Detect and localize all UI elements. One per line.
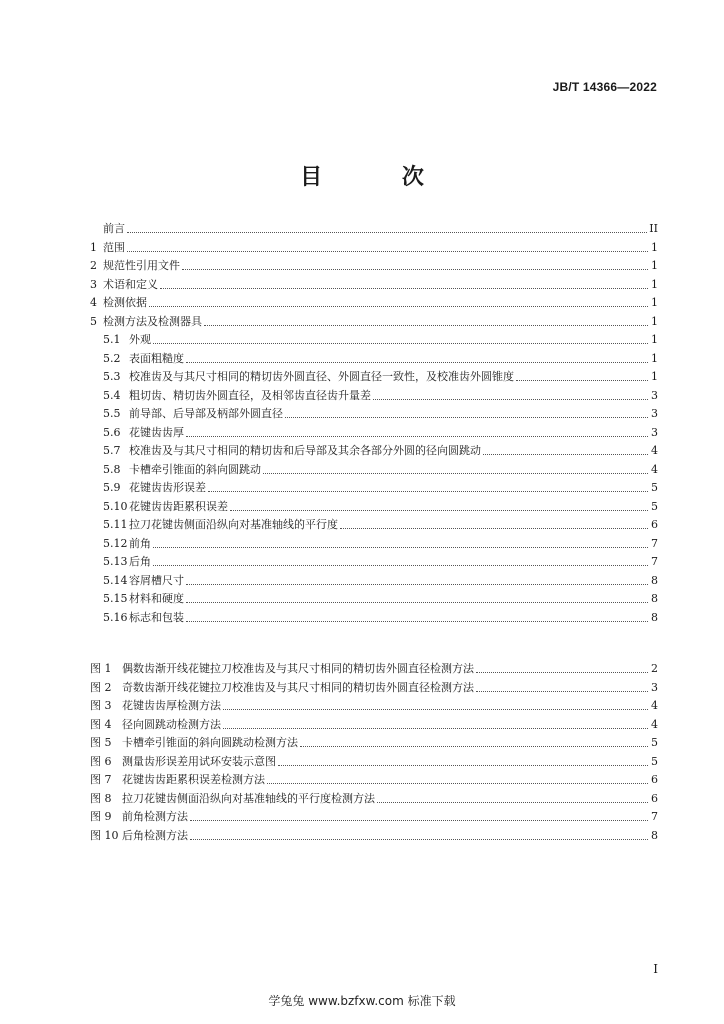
entry-number: 5.15 [103,592,128,605]
entry-title: 范围 [103,240,125,254]
dot-leader [267,782,648,784]
figure-entry[interactable] [90,808,658,827]
dot-leader [190,838,648,840]
toc-entry[interactable] [90,479,658,498]
dot-leader [263,472,648,474]
entry-page: 1 [651,296,658,309]
toc-entry[interactable] [90,387,658,406]
entry-title: 花键齿齿距累积误差检测方法 [122,773,265,786]
toc-entry[interactable] [90,424,658,443]
dot-leader [223,708,648,710]
entry-title: 拉刀花键齿侧面沿纵向对基准轴线的平行度检测方法 [122,791,375,805]
dot-leader [127,231,647,233]
entry-page: 1 [651,314,658,328]
entry-number: 图 6 [90,754,112,768]
dot-leader [153,564,648,566]
entry-number: 5.14 [103,573,128,587]
entry-page: 7 [651,555,658,568]
entry-number: 5.6 [103,425,121,439]
entry-number: 5.1 [103,333,121,346]
entry-number: 图 4 [90,717,112,731]
figure-entry[interactable] [90,827,658,846]
entry-title: 拉刀花键齿侧面沿纵向对基准轴线的平行度 [129,518,338,531]
figure-entry[interactable] [90,771,658,790]
entry-title: 前言 [103,222,125,235]
toc-entry[interactable] [90,590,658,609]
figure-entry[interactable] [90,734,658,753]
entry-title: 偶数齿渐开线花键拉刀校准齿及与其尺寸相同的精切齿外圆直径检测方法 [122,662,474,675]
entry-title: 前角 [129,536,151,550]
toc-entry[interactable] [90,368,658,387]
dot-leader [377,801,648,803]
entry-page: 8 [651,610,658,624]
entry-title: 前导部、后导部及柄部外圆直径 [129,407,283,420]
entry-number: 5.9 [103,481,121,494]
entry-title: 容屑槽尺寸 [129,573,184,587]
entry-title: 校准齿及与其尺寸相同的精切齿外圆直径、外圆直径一致性，及校准齿外圆锥度 [129,370,514,383]
entry-title: 花键齿齿厚检测方法 [122,699,221,712]
entry-page: 3 [651,388,658,402]
toc-entry[interactable] [90,257,658,276]
dot-leader [182,268,648,270]
entry-page: 6 [651,518,658,531]
entry-number: 5.10 [103,499,128,513]
entry-title: 卡槽牵引锥面的斜向圆跳动检测方法 [122,736,298,749]
entry-page: 8 [651,573,658,587]
entry-page: 5 [651,736,658,749]
toc-entry[interactable] [90,535,658,554]
entry-number: 图 3 [90,699,112,712]
dot-leader [223,727,648,729]
entry-number: 图 2 [90,680,112,694]
entry-page: 5 [651,754,658,768]
entry-page: 2 [651,662,658,675]
entry-page: 4 [651,444,658,457]
toc-entry[interactable] [90,516,658,535]
entry-number: 图 9 [90,810,112,823]
figure-entry[interactable] [90,679,658,698]
entry-number: 4 [90,296,97,309]
entry-number: 5.7 [103,444,121,457]
toc-entry[interactable] [90,498,658,517]
entry-page: 6 [651,773,658,786]
toc-entry[interactable] [90,405,658,424]
entry-page: 5 [651,481,658,494]
toc-entry[interactable] [90,239,658,258]
entry-number: 图 7 [90,773,112,786]
entry-number: 图 8 [90,791,112,805]
entry-page: 8 [651,828,658,842]
entry-page: 3 [651,680,658,694]
dot-leader [186,601,648,603]
entry-page: 5 [651,499,658,513]
entry-title: 花键齿齿厚 [129,425,184,439]
entry-title: 花键齿齿距累积误差 [129,499,228,513]
entry-title: 校准齿及与其尺寸相同的精切齿和后导部及其余各部分外圆的径向圆跳动 [129,444,481,457]
entry-page: 6 [651,791,658,805]
entry-title: 后角 [129,555,151,568]
toc-entry[interactable] [90,276,658,295]
entry-title: 径向圆跳动检测方法 [122,717,221,731]
toc-entry[interactable] [90,461,658,480]
dot-leader [476,690,648,692]
entry-title: 检测方法及检测器具 [103,314,202,328]
entry-number: 图 1 [90,662,112,675]
entry-page: 3 [651,407,658,420]
entry-title: 检测依据 [103,296,147,309]
dot-leader [190,819,648,821]
toc-entry[interactable] [90,609,658,628]
entry-title: 标志和包装 [129,610,184,624]
dot-leader [373,398,648,400]
entry-number: 1 [90,240,97,254]
toc-entry[interactable] [90,313,658,332]
entry-number: 5.16 [103,610,128,624]
entry-number: 5.3 [103,370,121,383]
entry-page: 7 [651,536,658,550]
dot-leader [186,435,648,437]
entry-title: 测量齿形误差用试环安装示意图 [122,754,276,768]
dot-leader [153,342,648,344]
entry-title: 后角检测方法 [122,828,188,842]
entry-page: 1 [651,370,658,383]
toc-entry[interactable] [90,294,658,313]
entry-number: 5.2 [103,351,121,365]
entry-page: II [649,222,658,235]
entry-page: 3 [651,425,658,439]
entry-number: 5.13 [103,555,128,568]
entry-title: 术语和定义 [103,277,158,291]
entry-page: 1 [651,351,658,365]
dot-leader [300,745,648,747]
entry-title: 花键齿齿形误差 [129,481,206,494]
page-title: 目 次 [300,165,460,190]
entry-page: 1 [651,277,658,291]
entry-number: 5.8 [103,462,121,476]
dot-leader [285,416,648,418]
dot-leader [153,546,648,548]
entry-number: 5 [90,314,97,328]
standard-number: JB/T 14366—2022 [552,80,657,94]
entry-title: 规范性引用文件 [103,259,180,272]
entry-number: 5.12 [103,536,128,550]
dot-leader [516,379,648,381]
figure-entry[interactable] [90,660,658,679]
entry-number: 图 5 [90,736,112,749]
entry-number: 图 10 [90,828,119,842]
toc-entry[interactable] [90,572,658,591]
entry-page: 4 [651,699,658,712]
dot-leader [186,583,648,585]
entry-title: 卡槽牵引锥面的斜向圆跳动 [129,462,261,476]
entry-title: 前角检测方法 [122,810,188,823]
entry-number: 5.5 [103,407,121,420]
entry-page: 4 [651,462,658,476]
entry-title: 粗切齿、精切齿外圆直径，及相邻齿直径齿升量差 [129,388,371,402]
entry-number: 2 [90,259,97,272]
entry-number: 5.11 [103,518,128,531]
figure-entry[interactable] [90,716,658,735]
dot-leader [204,324,648,326]
entry-page: 8 [651,592,658,605]
dot-leader [230,509,648,511]
entry-page: 1 [651,333,658,346]
figure-entry[interactable] [90,753,658,772]
entry-page: 1 [651,259,658,272]
dot-leader [160,287,648,289]
entry-page: 1 [651,240,658,254]
dot-leader [476,671,648,673]
toc-entry[interactable] [90,553,658,572]
toc-entry[interactable] [90,442,658,461]
figure-entry[interactable] [90,790,658,809]
toc-entry[interactable] [90,220,658,239]
figure-list [90,660,658,845]
dot-leader [127,250,648,252]
toc-entry[interactable] [90,350,658,369]
entry-number: 3 [90,277,97,291]
figure-entry[interactable] [90,697,658,716]
entry-number: 5.4 [103,388,121,402]
entry-page: 7 [651,810,658,823]
entry-page: 4 [651,717,658,731]
toc-list [90,220,658,627]
dot-leader [483,453,648,455]
dot-leader [186,620,648,622]
dot-leader [149,305,648,307]
dot-leader [186,361,648,363]
entry-title: 材料和硬度 [129,592,184,605]
dot-leader [208,490,648,492]
dot-leader [278,764,648,766]
page-number: I [653,962,658,976]
entry-title: 外观 [129,333,151,346]
entry-title: 表面粗糙度 [129,351,184,365]
footer-watermark: 学兔兔 www.bzfxw.com 标准下载 [268,994,456,1008]
toc-entry[interactable] [90,331,658,350]
entry-title: 奇数齿渐开线花键拉刀校准齿及与其尺寸相同的精切齿外圆直径检测方法 [122,680,474,694]
dot-leader [340,527,648,529]
